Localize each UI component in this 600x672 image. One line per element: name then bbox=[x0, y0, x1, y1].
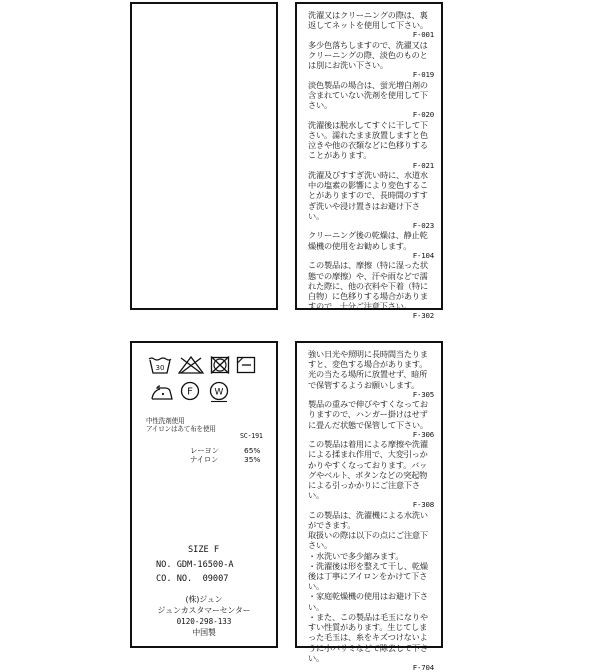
customer-center: ジュンカスタマーセンター bbox=[157, 606, 251, 615]
care-paragraph: 強い日光や照明に長時間当たりますと、変色する場合があります。光の当たる場所に放置せず、暗所で保管するようお願いします。 bbox=[308, 349, 428, 390]
care-tag-blank-top bbox=[130, 2, 278, 310]
care-paragraph: ・水洗いで多少縮みます。 bbox=[308, 550, 404, 561]
line-dry-shade-icon bbox=[236, 356, 256, 374]
wash-30-icon bbox=[148, 356, 172, 374]
iron-low-icon bbox=[150, 383, 174, 401]
care-paragraph: 淡色製品の場合は、蛍光増白剤の含まれていない洗剤を使用して下さい。 bbox=[308, 79, 428, 111]
fiber-name-2: ナイロン bbox=[190, 455, 219, 464]
country-of-origin: 中国製 bbox=[192, 628, 216, 637]
wash-temp: 30 bbox=[155, 364, 165, 372]
fiber-pct-1: 65% bbox=[244, 446, 261, 455]
care-code: F-308 bbox=[412, 500, 434, 510]
care-paragraph: この製品は着用による摩擦や洗濯による揉まれ作用で、大変引っかかりやすくなっております。バッグやベルト、ボタンなどの突起物による引っかかりにご注意下さい。 bbox=[308, 439, 428, 501]
sc-code: SC-191 bbox=[240, 432, 263, 440]
care-code: F-019 bbox=[412, 70, 434, 80]
care-code: F-104 bbox=[412, 250, 434, 260]
care-code: F-001 bbox=[412, 30, 434, 40]
care-paragraph: ・また、この製品は毛玉になりやすい性質があります。生じてしまった毛玉は、糸をキズつけないように小バサミなどで除去して下さい。 bbox=[308, 611, 428, 663]
care-tag-instructions-bottom bbox=[295, 341, 443, 672]
care-paragraph: 多少色落ちしますので、洗濯又はクリーニングの際、淡色のものとは別にお洗い下さい。 bbox=[308, 39, 428, 71]
care-note-iron: アイロンはあて布を使用 bbox=[146, 425, 216, 433]
care-paragraph: 洗濯及びすすぎ洗い時に、水道水中の塩素の影響により変色することがありますので、長時間のすすぎ洗いや浸け置きはお避け下さい。 bbox=[308, 170, 428, 221]
care-text-block bbox=[308, 10, 434, 321]
care-code: F-021 bbox=[412, 160, 434, 170]
care-paragraph: 製品の重みで伸びやすくなっておりますので、ハンガー掛けはせずに畳んだ状態で保管して下さい。 bbox=[308, 399, 428, 430]
dry-clean-letter: F bbox=[187, 386, 193, 398]
wet-clean-w-icon bbox=[208, 381, 230, 403]
care-paragraph: 洗濯後は脱水してすぐに干して下さい。濡れたまま放置しますと色泣きや他の衣類などに色移りすることがあります。 bbox=[308, 119, 428, 161]
fiber-pct-2: 35% bbox=[244, 455, 261, 464]
care-paragraph: ・家庭乾燥機の使用はお避け下さい。 bbox=[308, 591, 428, 612]
care-paragraph: クリーニング後の乾燥は、静止乾燥機の使用をお勧めします。 bbox=[308, 230, 428, 251]
care-paragraph: ・洗濯後は形を整えて干し、乾燥後は丁寧にアイロンをかけて下さい。 bbox=[308, 560, 428, 592]
care-code: F-302 bbox=[412, 311, 434, 321]
maker-name: (株)ジュン bbox=[185, 595, 223, 604]
no-tumble-dry-icon bbox=[210, 356, 230, 374]
care-text-block bbox=[308, 349, 434, 672]
product-number: NO. GDM-16500-A bbox=[156, 560, 234, 570]
fiber-name-1: レーヨン bbox=[190, 446, 219, 455]
no-bleach-icon bbox=[178, 356, 204, 374]
care-note-detergent: 中性洗剤使用 bbox=[146, 417, 185, 425]
care-code: F-023 bbox=[412, 221, 434, 231]
care-code: F-305 bbox=[412, 389, 434, 399]
care-paragraph: この製品は、洗濯機による水洗いができます。 bbox=[308, 509, 428, 531]
wet-clean-letter: W bbox=[214, 387, 224, 398]
size-label: SIZE F bbox=[188, 545, 220, 555]
phone-number: 0120-298-133 bbox=[176, 617, 232, 626]
dry-clean-f-icon bbox=[180, 381, 200, 401]
care-code: F-306 bbox=[412, 429, 434, 439]
care-code: F-020 bbox=[412, 110, 434, 120]
care-code: F-704 bbox=[412, 662, 434, 672]
care-paragraph: この製品は、摩擦（特に湿った状態での摩擦）や、汗や雨などで濡れた際に、他の衣料や下着（特に白物）に色移りする場合がありますので、十分ご注意下さい。 bbox=[308, 260, 428, 312]
care-paragraph: 洗濯又はクリーニングの際は、裏返してネットを使用して下さい。 bbox=[308, 10, 428, 31]
care-tag-instructions-top bbox=[295, 2, 443, 321]
care-paragraph: 取扱いの際は以下の点にご注意下さい。 bbox=[308, 530, 428, 551]
co-number: CO. NO. 09007 bbox=[156, 574, 229, 584]
care-tag-label bbox=[130, 341, 278, 648]
